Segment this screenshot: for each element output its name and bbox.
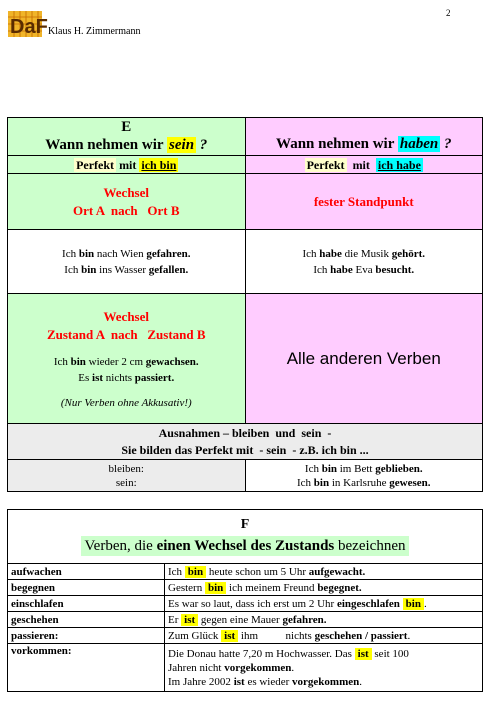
- author-name: Klaus H. Zimmermann: [48, 26, 141, 37]
- wechsel-label: Wechsel: [103, 308, 149, 324]
- ausnahmen-cell: [8, 424, 483, 460]
- ausnahmen-verbs-cell: [8, 460, 246, 492]
- sentence-cell: Es war so laut, dass ich erst um 2 Uhr eingeschlafen bin .: [165, 596, 483, 612]
- zustand-label: Zustand A nach Zustand B: [46, 326, 206, 342]
- sentence-cell: Er ist gegen eine Mauer gefahren.: [165, 612, 483, 628]
- sein-question: Wann nehmen wir sein ?: [45, 137, 208, 153]
- ausnahmen-line-1: Ausnahmen – bleiben und sein -: [158, 425, 332, 440]
- page-number: 2: [446, 8, 451, 18]
- verb-cell: aufwachen: [8, 564, 165, 580]
- bleiben-label: bleiben:: [108, 462, 144, 475]
- sentence-line: Im Jahre 2002 ist es wieder vorgekommen.: [168, 675, 362, 688]
- daf-logo: [8, 11, 48, 38]
- haben-question: Wann nehmen wir haben ?: [276, 136, 452, 152]
- verb-cell: einschlafen: [8, 596, 165, 612]
- sein-examples-1-cell: [8, 230, 246, 294]
- haben-perfekt: Perfekt mit ich habe: [306, 157, 421, 172]
- wechsel-label: Wechsel: [103, 184, 149, 200]
- sentence-line: Die Donau hatte 7,20 m Hochwasser. Das ist seit 100: [168, 647, 409, 660]
- example-line: Ich habe Eva besucht.: [313, 263, 415, 276]
- example-line: Es ist nichts passiert.: [78, 371, 175, 384]
- wechsel-ort-cell: [8, 174, 246, 230]
- table-f-subtitle: Verben, die einen Wechsel des Zustands bezeichnen: [81, 536, 410, 556]
- akkusativ-note: (Nur Verben ohne Akkusativ!): [60, 396, 192, 409]
- verb-cell: begegnen: [8, 580, 165, 596]
- example-line: Ich bin wieder 2 cm gewachsen.: [53, 355, 199, 368]
- wechsel-zustand-cell: [8, 294, 246, 424]
- sentence-cell: Ich bin heute schon um 5 Uhr aufgewacht.: [165, 564, 483, 580]
- fester-standpunkt-cell: [245, 174, 483, 230]
- sein-perfekt: Perfekt mit ich bin: [76, 157, 177, 172]
- sentence-cell: Gestern bin ich meinem Freund begegnet.: [165, 580, 483, 596]
- sentence-cell: [165, 644, 483, 692]
- bleiben-example: Ich bin im Bett geblieben.: [304, 462, 423, 475]
- verb-cell: geschehen: [8, 612, 165, 628]
- section-letter-e: E: [121, 119, 132, 135]
- sein-label: sein:: [115, 476, 137, 489]
- verb-cell: vorkommen:: [8, 644, 165, 692]
- sentence-line: Jahren nicht vorgekommen.: [168, 661, 295, 674]
- section-letter-f: F: [240, 517, 250, 532]
- table-f-header: [8, 510, 483, 564]
- ort-label: Ort A nach Ort B: [72, 202, 180, 218]
- example-line: Ich habe die Musik gehört.: [302, 247, 426, 260]
- table-e-sein-haben: [7, 117, 483, 492]
- sein-example: Ich bin in Karlsruhe gewesen.: [296, 476, 431, 489]
- haben-examples-cell: [245, 230, 483, 294]
- svg-text:DaF: DaF: [10, 16, 48, 38]
- haben-header-cell: [245, 118, 483, 156]
- table-f-zustand: [7, 509, 483, 692]
- example-line: Ich bin ins Wasser gefallen.: [64, 263, 189, 276]
- haben-perfekt-cell: [245, 156, 483, 174]
- example-line: Ich bin nach Wien gefahren.: [62, 247, 191, 260]
- fester-standpunkt: fester Standpunkt: [313, 193, 414, 209]
- sentence-cell: Zum Glück ist ihm nichts geschehen / passiert.: [165, 628, 483, 644]
- alle-anderen-verben: Alle anderen Verben: [286, 348, 441, 368]
- sein-header-cell: [8, 118, 246, 156]
- ausnahmen-examples-cell: [245, 460, 483, 492]
- sein-perfekt-cell: [8, 156, 246, 174]
- alle-anderen-cell: [245, 294, 483, 424]
- verb-cell: passieren:: [8, 628, 165, 644]
- ausnahmen-line-2: Sie bilden das Perfekt mit - sein - z.B. ich bin ...: [121, 442, 369, 457]
